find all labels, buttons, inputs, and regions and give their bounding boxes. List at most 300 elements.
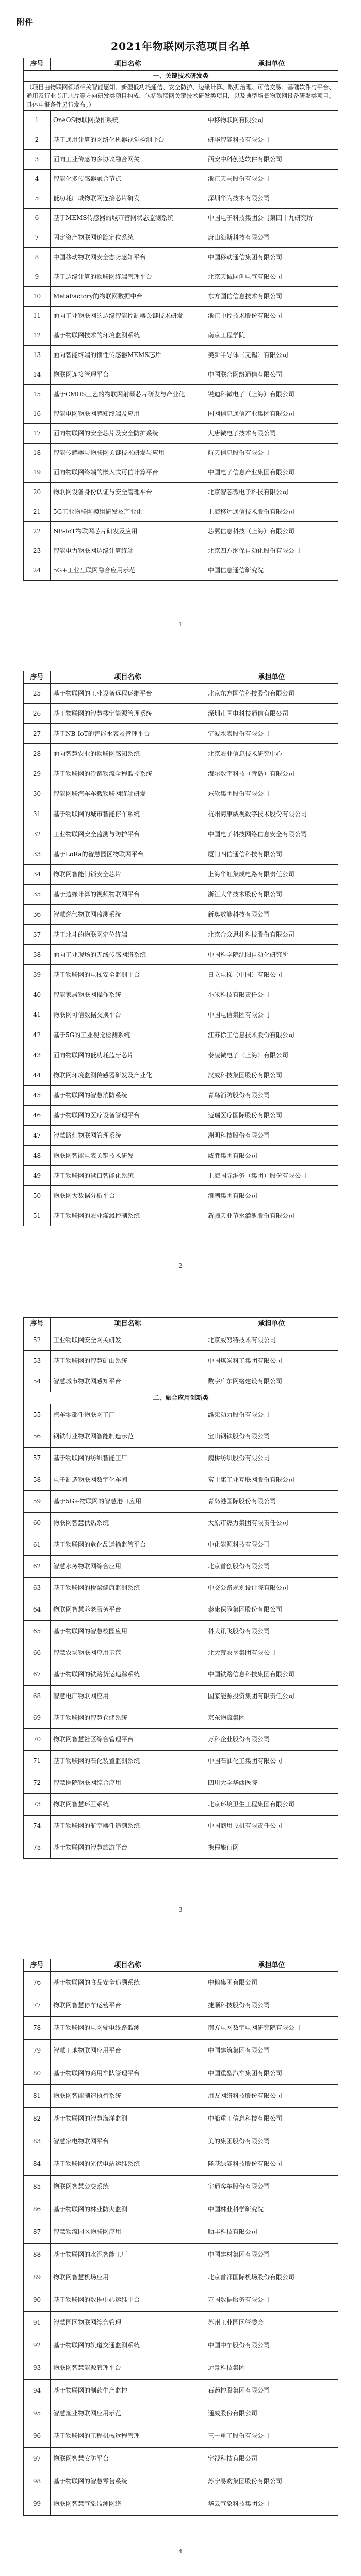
header-no: 序号 (24, 1318, 51, 1330)
organization-name: 北京首创股份有限公司 (205, 1556, 338, 1578)
project-name: 智慧水务物联网综合应用 (51, 1556, 205, 1578)
row-number: 15 (24, 385, 51, 404)
row-number: 8 (24, 248, 51, 267)
project-name: 物联网智慧环卫系统 (51, 1794, 205, 1816)
table-row (24, 2085, 338, 2108)
page-number: 1 (178, 621, 183, 628)
project-name: 智能化多传感器融合节点 (51, 170, 205, 189)
project-name: 面向智慧农业的物联网感知系统 (51, 744, 205, 764)
project-name: 工业物联网安全监测与防护平台 (51, 824, 205, 844)
row-number: 57 (24, 1448, 51, 1469)
table-row (24, 1664, 338, 1686)
project-name: 基于5G的工业视觉检测系统 (51, 1025, 205, 1045)
project-name: 基于物联网的光伏电站运维系统 (51, 2153, 205, 2176)
organization-name: 魏桥纺织股份有限公司 (205, 1448, 338, 1469)
organization-name: 通威股份有限公司 (205, 2402, 338, 2425)
table-row (24, 945, 338, 965)
organization-name: 中粮集团有限公司 (205, 1972, 338, 1994)
table-row (24, 824, 338, 844)
project-name: 固定资产物联网追踪定位系统 (51, 228, 205, 248)
table-row (24, 1994, 338, 2017)
row-number: 73 (24, 1794, 51, 1816)
organization-name: 小米科技有限责任公司 (205, 985, 338, 1005)
organization-name: 中国电子科技网络信息安全有限公司 (205, 824, 338, 844)
project-name: 基于物联网的商用车队管理平台 (51, 2062, 205, 2085)
organization-name: 大唐微电子技术有限公司 (205, 424, 338, 444)
organization-name: 洲明科技股份有限公司 (205, 1126, 338, 1146)
row-number: 54 (24, 1371, 51, 1392)
project-name: 物联网智慧机场应用 (51, 2266, 205, 2289)
project-name: NB-IoT物联网芯片研发及应用 (51, 522, 205, 541)
row-number: 75 (24, 1837, 51, 1859)
organization-name: 宇视科技有限公司 (205, 2448, 338, 2470)
table-row (24, 111, 338, 130)
table-row (24, 1621, 338, 1642)
table-row (24, 522, 338, 541)
organization-name: 科大讯飞股份有限公司 (205, 1621, 338, 1642)
table-row (24, 925, 338, 945)
organization-name: 北京环境卫生工程集团有限公司 (205, 1794, 338, 1816)
row-number: 13 (24, 346, 51, 365)
table-row (24, 1025, 338, 1045)
project-name: 基于物联网的城市智能停车系统 (51, 804, 205, 824)
header-name: 项目名称 (51, 671, 205, 684)
row-number: 26 (24, 704, 51, 724)
project-name: 基于北斗的物联网定位终端 (51, 925, 205, 945)
table-row (24, 704, 338, 724)
organization-name: 北京四方继保自动化股份有限公司 (205, 541, 338, 561)
organization-name: 中国电子信息产业集团有限公司 (205, 463, 338, 483)
table-row (24, 2289, 338, 2312)
row-number: 34 (24, 865, 51, 885)
organization-name: 苏州工业园区管委会 (205, 2312, 338, 2334)
row-number: 6 (24, 209, 51, 228)
project-name: 基于物联网的水泥智能工厂 (51, 2244, 205, 2266)
table-row (24, 404, 338, 424)
table-row (24, 2380, 338, 2402)
row-number: 38 (24, 945, 51, 965)
organization-name: 泰凌微电子（上海）有限公司 (205, 1045, 338, 1065)
row-number: 1 (24, 111, 51, 130)
project-name: 基于物联网的石化装置监测系统 (51, 1751, 205, 1772)
organization-name: 捷顺科技股份有限公司 (205, 1994, 338, 2017)
organization-name: 隆基绿能科技股份有限公司 (205, 2153, 338, 2176)
row-number: 2 (24, 130, 51, 150)
project-name: 智慧工地物联网应用平台 (51, 2040, 205, 2062)
project-name: 智慧电厂物联网应用 (51, 1686, 205, 1707)
table-row (24, 1371, 338, 1392)
row-number: 67 (24, 1664, 51, 1686)
organization-name: 北大荒农垦集团有限公司 (205, 1642, 338, 1664)
page-number: 2 (178, 1262, 183, 1269)
organization-name: 中国林业科学研究院 (205, 2198, 338, 2221)
organization-name: 国家能源投资集团有限责任公司 (205, 1686, 338, 1707)
category-row: 二、融合应用创新类 (24, 1392, 338, 1404)
row-number: 35 (24, 885, 51, 905)
project-name: 物联网智慧能源管理平台 (51, 2357, 205, 2380)
project-name: 基于物联网的冷链物流全程监控系统 (51, 764, 205, 784)
row-number: 74 (24, 1816, 51, 1837)
row-number: 61 (24, 1534, 51, 1556)
project-name: 基于物联网的制药生产监控 (51, 2380, 205, 2402)
project-name: 物联网可信数据交换平台 (51, 1005, 205, 1025)
project-name: 物联网智慧气象监测网络 (51, 2493, 205, 2516)
row-number: 39 (24, 965, 51, 985)
table-row (24, 1106, 338, 1126)
project-name: 智能家居物联网操作系统 (51, 985, 205, 1005)
project-name: 基于物联网的农业灌溉控制系统 (51, 1206, 205, 1226)
row-number: 93 (24, 2357, 51, 2380)
row-number: 23 (24, 541, 51, 561)
project-name: 基于物联网的危化品运输监管平台 (51, 1534, 205, 1556)
row-number: 41 (24, 1005, 51, 1025)
row-number: 20 (24, 483, 51, 502)
organization-name: 中国移动通信集团有限公司 (205, 248, 338, 267)
organization-name: 潍柴动力股份有限公司 (205, 1404, 338, 1426)
row-number: 62 (24, 1556, 51, 1578)
row-number: 31 (24, 804, 51, 824)
project-name: 物联网智能制造执行系统 (51, 2085, 205, 2108)
project-name: 基于LoRa的智慧园区物联网平台 (51, 844, 205, 865)
project-name: 基于物联网的铁路货运追踪系统 (51, 1664, 205, 1686)
organization-name: 远景科技集团 (205, 2357, 338, 2380)
project-name: 智慧农场物联网应用示范 (51, 1642, 205, 1664)
project-name: 基于物联网的智慧校园应用 (51, 1621, 205, 1642)
header-no: 序号 (24, 1959, 51, 1972)
row-number: 65 (24, 1621, 51, 1642)
row-number: 87 (24, 2221, 51, 2244)
organization-name: 海尔数字科技（青岛）有限公司 (205, 764, 338, 784)
organization-name: 中国电子科技集团公司第四十九研究所 (205, 209, 338, 228)
organization-name: 北京合众思壮科技股份有限公司 (205, 925, 338, 945)
project-name: 物联网智慧公交系统 (51, 2176, 205, 2198)
table-row (24, 2493, 338, 2516)
page-number: 4 (178, 2548, 183, 2555)
row-number: 7 (24, 228, 51, 248)
header-unit: 承担单位 (205, 1318, 338, 1330)
row-number: 81 (24, 2085, 51, 2108)
table-row (24, 2040, 338, 2062)
row-number: 64 (24, 1599, 51, 1621)
project-name: 物联网智慧供热系统 (51, 1513, 205, 1534)
row-number: 48 (24, 1146, 51, 1166)
project-name: 基于物联网的智慧楼宇能源管理系统 (51, 704, 205, 724)
page-2 (0, 639, 361, 1285)
project-name: 基于边缘计算的物联网终端管理平台 (51, 267, 205, 287)
organization-name: 浙江天马股份有限公司 (205, 170, 338, 189)
organization-name: 石药控股集团有限公司 (205, 2380, 338, 2402)
table-row (24, 1794, 338, 1816)
row-number: 83 (24, 2130, 51, 2153)
organization-name: 国网信息通信产业集团有限公司 (205, 404, 338, 424)
organization-name: 携程旅行网 (205, 1837, 338, 1859)
row-number: 84 (24, 2153, 51, 2176)
project-name: 5G工业物联网模组研发及产业化 (51, 502, 205, 522)
project-name: 基于物联网的轨道交通监测系统 (51, 2334, 205, 2357)
row-number: 94 (24, 2380, 51, 2402)
project-name: 智慧医院物联网综合应用 (51, 1772, 205, 1794)
organization-name: 万科企业股份有限公司 (205, 1729, 338, 1751)
project-name: 基于物联网的食品安全追溯系统 (51, 1972, 205, 1994)
row-number: 21 (24, 502, 51, 522)
row-number: 95 (24, 2402, 51, 2425)
project-name: 基于CMOS工艺的物联网射频芯片研发与产业化 (51, 385, 205, 404)
project-name: 基于物联网的电网输电线路监测 (51, 2017, 205, 2040)
row-number: 68 (24, 1686, 51, 1707)
table-row (24, 2402, 338, 2425)
organization-name: 泰康保险集团股份有限公司 (205, 1599, 338, 1621)
table-row (24, 2266, 338, 2289)
row-number: 19 (24, 463, 51, 483)
page-1 (0, 0, 361, 639)
organization-name: 厦门四信通信科技有限公司 (205, 844, 338, 865)
organization-name: 宁波水表股份有限公司 (205, 724, 338, 744)
table-row (24, 684, 338, 704)
organization-name: 中国商用飞机有限责任公司 (205, 1816, 338, 1837)
organization-name: 日立电梯（中国）有限公司 (205, 965, 338, 985)
row-number: 97 (24, 2448, 51, 2470)
row-number: 71 (24, 1751, 51, 1772)
row-number: 99 (24, 2493, 51, 2516)
table-row (24, 1513, 338, 1534)
project-name: 基于物联网的林业防火监测 (51, 2198, 205, 2221)
table-row (24, 1404, 338, 1426)
table-row (24, 2470, 338, 2493)
organization-name: 上海华虹集成电路有限责任公司 (205, 865, 338, 885)
row-number: 45 (24, 1086, 51, 1106)
project-name: 基于物联网的智慧零售系统 (51, 2470, 205, 2493)
organization-name: 新奥数能科技有限公司 (205, 905, 338, 925)
row-number: 69 (24, 1707, 51, 1729)
table-row (24, 1707, 338, 1729)
organization-name: 京东物流集团 (205, 1707, 338, 1729)
table-row (24, 1642, 338, 1664)
project-name: 基于物联网的纺织智能工厂 (51, 1448, 205, 1469)
row-number: 58 (24, 1469, 51, 1491)
organization-name: 中船重工信息科技有限公司 (205, 2108, 338, 2130)
organization-name: 华云气象科技集团公司 (205, 2493, 338, 2516)
project-name: 物联网智能电表关键技术研发 (51, 1146, 205, 1166)
table-row (24, 744, 338, 764)
organization-name: 北京农业信息技术研究中心 (205, 744, 338, 764)
organization-name: 汉威科技集团股份有限公司 (205, 1065, 338, 1086)
row-number: 51 (24, 1206, 51, 1226)
project-name: 汽车零部件物联网工厂 (51, 1404, 205, 1426)
project-name: 面向物联网的安全芯片及安全防护系统 (51, 424, 205, 444)
row-number: 70 (24, 1729, 51, 1751)
table-row (24, 885, 338, 905)
row-number: 82 (24, 2108, 51, 2130)
table-row (24, 1599, 338, 1621)
organization-name: 富士康工业互联网股份有限公司 (205, 1469, 338, 1491)
row-number: 63 (24, 1578, 51, 1599)
table-row (24, 1534, 338, 1556)
organization-name: 青鸟消防股份有限公司 (205, 1086, 338, 1106)
table-row (24, 2312, 338, 2334)
project-name: 基于MEMS传感器的城市管网状态监测系统 (51, 209, 205, 228)
project-name: 智能传感器与物联网关键技术研发与应用 (51, 444, 205, 463)
project-name: 物联网智慧社区综合管理平台 (51, 1729, 205, 1751)
organization-name: 中化能源科技有限公司 (205, 1534, 338, 1556)
organization-name: 深圳华为技术有限公司 (205, 189, 338, 209)
project-table-page-3 (23, 1317, 338, 1859)
row-number: 36 (24, 905, 51, 925)
row-number: 43 (24, 1045, 51, 1065)
organization-name: 深圳市国电科技通信有限公司 (205, 704, 338, 724)
table-row (24, 1772, 338, 1794)
table-row (24, 326, 338, 346)
project-name: 基于物联网的智慧消防系统 (51, 1086, 205, 1106)
table-row (24, 985, 338, 1005)
project-name: 智慧渔业物联网应用示范 (51, 2402, 205, 2425)
row-number: 28 (24, 744, 51, 764)
project-name: 基于物联网的智慧矿山系统 (51, 1351, 205, 1371)
row-number: 33 (24, 844, 51, 865)
project-name: 基于物联网的工程机械远程管理 (51, 2425, 205, 2448)
project-name: 基于物联网的智慧旅游平台 (51, 1837, 205, 1859)
row-number: 40 (24, 985, 51, 1005)
project-name: 物联网智慧养老服务平台 (51, 1599, 205, 1621)
table-row (24, 228, 338, 248)
project-name: 物联网智能门锁安全芯片 (51, 865, 205, 885)
page-3 (0, 1285, 361, 1927)
organization-name: 三一重工股份有限公司 (205, 2425, 338, 2448)
organization-name: 迈瑞医疗国际股份有限公司 (205, 1106, 338, 1126)
row-number: 98 (24, 2470, 51, 2493)
table-row (24, 764, 338, 784)
table-row (24, 1045, 338, 1065)
organization-name: 西安中科创达软件有限公司 (205, 150, 338, 170)
table-row (24, 1426, 338, 1448)
header-unit: 承担单位 (205, 671, 338, 684)
table-row (24, 307, 338, 326)
table-row (24, 844, 338, 865)
row-number: 32 (24, 824, 51, 844)
table-row (24, 385, 338, 404)
organization-name: 顺丰科技有限公司 (205, 2221, 338, 2244)
table-row (24, 965, 338, 985)
organization-name: 中国科学院沈阳自动化研究所 (205, 945, 338, 965)
table-row (24, 2108, 338, 2130)
table-row (24, 1086, 338, 1106)
row-number: 17 (24, 424, 51, 444)
row-number: 89 (24, 2266, 51, 2289)
organization-name: 用友网络科技股份有限公司 (205, 2085, 338, 2108)
organization-name: 杭州海康威视数字技术股份有限公司 (205, 804, 338, 824)
table-row (24, 170, 338, 189)
project-name: 物联网智慧安防平台 (51, 2448, 205, 2470)
row-number: 86 (24, 2198, 51, 2221)
row-number: 88 (24, 2244, 51, 2266)
row-number: 91 (24, 2312, 51, 2334)
project-table-page-2 (23, 671, 338, 1226)
organization-name: 锐迪科微电子（上海）有限公司 (205, 385, 338, 404)
table-row (24, 1729, 338, 1751)
project-name: 基于通用计算的网络化机器视觉检测平台 (51, 130, 205, 150)
table-row (24, 1186, 338, 1206)
row-number: 42 (24, 1025, 51, 1045)
page-5 (0, 2566, 361, 2576)
organization-name: 中国电信集团有限公司 (205, 1005, 338, 1025)
project-name: 基于物联网的港口智能化系统 (51, 1166, 205, 1186)
table-row (24, 2425, 338, 2448)
table-row (24, 287, 338, 307)
table-row (24, 248, 338, 267)
row-number: 59 (24, 1491, 51, 1513)
project-name: 面向物联网的低功耗蓝牙芯片 (51, 1045, 205, 1065)
organization-name: 南京工程学院 (205, 326, 338, 346)
table-row (24, 1448, 338, 1469)
table-row (24, 2448, 338, 2470)
project-name: MetaFactory的物联网数据中台 (51, 287, 205, 307)
project-name: 基于5G+物联网的智慧港口应用 (51, 1491, 205, 1513)
organization-name: 唐山海斯科技有限公司 (205, 228, 338, 248)
project-name: 物联网大数据分析平台 (51, 1186, 205, 1206)
table-row (24, 1065, 338, 1086)
organization-name: 中国重型汽车集团有限公司 (205, 2062, 338, 2085)
table-row (24, 1578, 338, 1599)
header-unit: 承担单位 (205, 1959, 338, 1972)
row-number: 22 (24, 522, 51, 541)
table-row (24, 2062, 338, 2085)
table-row (24, 561, 338, 581)
row-number: 72 (24, 1772, 51, 1794)
table-row (24, 1330, 338, 1351)
row-number: 16 (24, 404, 51, 424)
header-name: 项目名称 (51, 1318, 205, 1330)
table-row (24, 1816, 338, 1837)
organization-name: 中国铁路信息科技集团有限公司 (205, 1664, 338, 1686)
project-table-page-4 (23, 1959, 338, 2516)
row-number: 53 (24, 1351, 51, 1371)
row-number: 14 (24, 365, 51, 385)
organization-name: 航天信息股份有限公司 (205, 444, 338, 463)
project-name: 基于物联网的医疗设备管理平台 (51, 1106, 205, 1126)
organization-name: 浪潮集团有限公司 (205, 1186, 338, 1206)
organization-name: 中国建材集团有限公司 (205, 2244, 338, 2266)
header-no: 序号 (24, 671, 51, 684)
row-number: 56 (24, 1426, 51, 1448)
organization-name: 南方电网数字电网研究院有限公司 (205, 2017, 338, 2040)
project-name: 物联网智慧停车运营平台 (51, 1994, 205, 2017)
project-name: 钢铁行业物联网智能制造示范 (51, 1426, 205, 1448)
organization-name: 中交公路规划设计院有限公司 (205, 1578, 338, 1599)
organization-name: 美的集团股份有限公司 (205, 2130, 338, 2153)
table-row (24, 724, 338, 744)
row-number: 30 (24, 784, 51, 804)
project-name: 面向物联网终端的嵌入式可信计算平台 (51, 463, 205, 483)
header-unit: 承担单位 (205, 58, 338, 71)
project-name: 面向智能终端的惯性传感器MEMS芯片 (51, 346, 205, 365)
row-number: 46 (24, 1106, 51, 1126)
organization-name: 数字广东网络建设有限公司 (205, 1371, 338, 1392)
row-number: 37 (24, 925, 51, 945)
table-row (24, 2357, 338, 2380)
table-row (24, 346, 338, 365)
project-name: 物联网设备身份认证与安全管理平台 (51, 483, 205, 502)
row-number: 25 (24, 684, 51, 704)
organization-name: 苏宁易购集团股份有限公司 (205, 2470, 338, 2493)
row-number: 10 (24, 287, 51, 307)
organization-name: 江苏徐工信息技术股份有限公司 (205, 1025, 338, 1045)
table-row (24, 1005, 338, 1025)
organization-name: 上海国际港务（集团）股份有限公司 (205, 1166, 338, 1186)
row-number: 27 (24, 724, 51, 744)
project-name: 智能电力物联网边缘计算终端 (51, 541, 205, 561)
table-row (24, 784, 338, 804)
row-number: 78 (24, 2017, 51, 2040)
table-row (24, 2153, 338, 2176)
